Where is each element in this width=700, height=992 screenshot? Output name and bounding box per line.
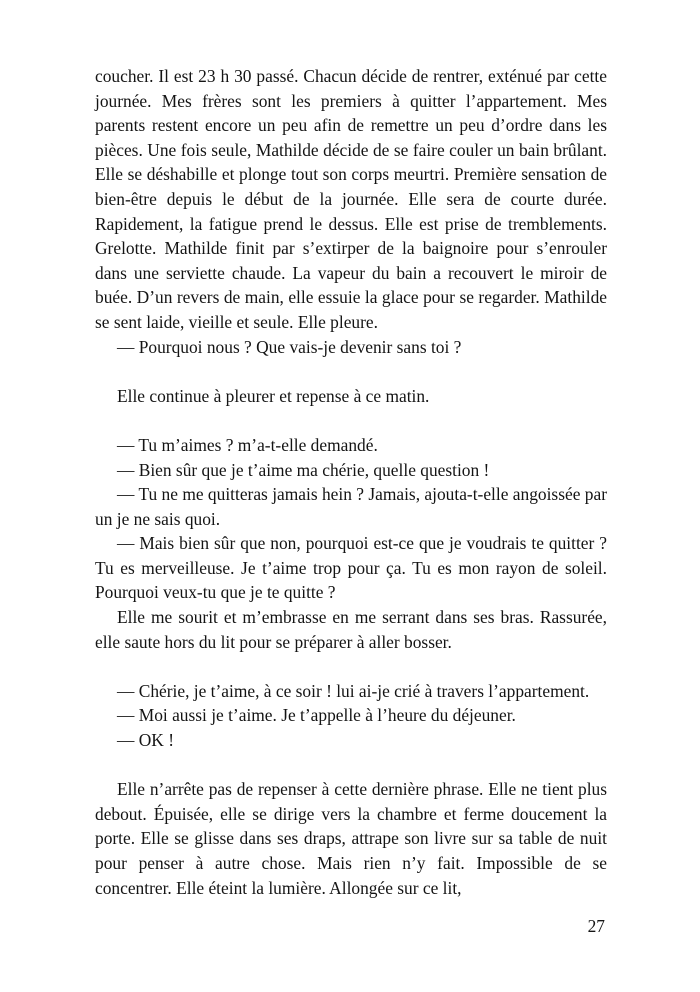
dialogue-line-tu-ne-me-quitteras: — Tu ne me quitteras jamais hein ? Jamais, ajouta-t-elle angoissée par un je ne sais quoi.: [95, 484, 607, 529]
dialogue-line-pourquoi-nous: — Pourquoi nous ? Que vais-je devenir sans toi ?: [117, 336, 462, 357]
section-gap: [95, 654, 607, 679]
section-gap: [95, 408, 607, 433]
paragraph-elle-me-sourit: Elle me sourit et m’embrasse en me serrant dans ses bras. Rassurée, elle saute hors du lit pour se préparer à aller bosser.: [95, 607, 607, 652]
section-gap: [95, 753, 607, 778]
page-body: [95, 64, 607, 900]
dialogue-line-bien-sur: — Bien sûr que je t’aime ma chérie, quelle question !: [117, 459, 490, 480]
paragraph-derniere-phrase: Elle n’arrête pas de repenser à cette dernière phrase. Elle ne tient plus debout. Épuisée, elle se dirige vers la chambre et ferme doucement la porte. Elle se glisse dans ses draps, attrape son livre sur sa table de nuit pour penser à autre chose. Mais rien n’y fait. Impossible de se concentrer. Elle éteint la lumière. Allongée sur ce lit,: [95, 779, 607, 898]
dialogue-line-mais-bien-sur: — Mais bien sûr que non, pourquoi est-ce que je voudrais te quitter ? Tu es merveilleuse. Je t’aime trop pour ça. Tu es mon rayon de soleil. Pourquoi veux-tu que je te quitte ?: [95, 533, 607, 603]
dialogue-line-moi-aussi: — Moi aussi je t’aime. Je t’appelle à l’heure du déjeuner.: [117, 705, 516, 726]
paragraph-bath-scene: coucher. Il est 23 h 30 passé. Chacun décide de rentrer, exténué par cette journée. Mes frères sont les premiers à quitter l’appartement. Mes parents restent encore un peu afin de remettre un peu d’ordre dans les pièces. Une fois seule, Mathilde décide de se faire couler un bain brûlant. Elle se déshabille et plonge tout son corps meurtri. Première sensation de bien-être depuis le début de la journée. Elle sera de courte durée. Rapidement, la fatigue prend le dessus. Elle est prise de tremblements. Grelotte. Mathilde finit par s’extirper de la baignoire pour s’enrouler dans une serviette chaude. La vapeur du bain a recouvert le miroir de buée. D’un revers de main, elle essuie la glace pour se regarder. Mathilde se sent laide, vieille et seule. Elle pleure.: [95, 66, 607, 332]
dialogue-line-tu-m-aimes: — Tu m’aimes ? m’a-t-elle demandé.: [117, 434, 378, 455]
dialogue-line-ok: — OK !: [117, 730, 174, 751]
section-gap: [95, 359, 607, 384]
paragraph-continue-pleurer: Elle continue à pleurer et repense à ce matin.: [117, 385, 430, 406]
dialogue-line-cherie: — Chérie, je t’aime, à ce soir ! lui ai-je crié à travers l’appartement.: [117, 680, 590, 701]
page-number: 27: [587, 916, 605, 936]
